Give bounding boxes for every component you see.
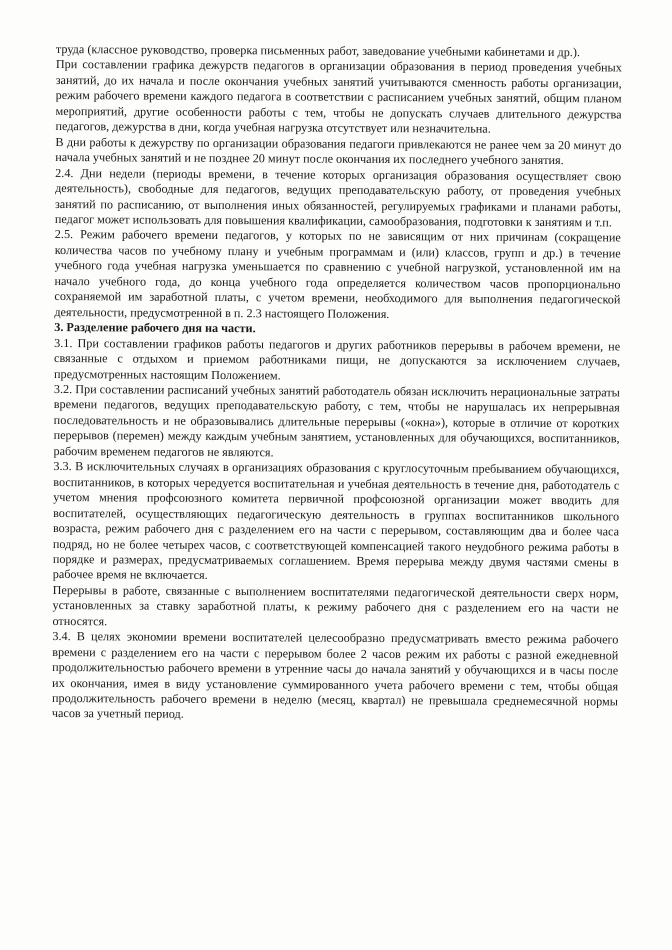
paragraph-duty-time: В дни работы к дежурству по организации образования педагоги привлекаются не ранее чем за 20 минут до начала учебных занятий и не позднее 20 минут после окончания их последнего учебного занятия. xyxy=(55,134,622,168)
paragraph-breaks: Перерывы в работе, связанные с выполнением воспитателями педагогической деятельности сверх норм, установленных за ставку заработной платы, к режиму рабочего дня с разделением его на части не относятся. xyxy=(52,582,619,629)
paragraph-3-4: 3.4. В целях экономии времени воспитателей целесообразно предусматривать вместо режима рабочего времени с разделением его на части с перерывом более 2 часов режим их работы с разной ежедневной продолжительностью рабочего времени в утренние часы до начала занятий у обучающихся и в часы после их окончания, имея в виду установление суммированного учета рабочего времени с тем, чтобы общая продолжительность рабочего времени в неделю (месяц, квартал) не превышала среднемесячной нормы часов за учетный период. xyxy=(51,629,619,722)
paragraph-3-1: 3.1. При составлении графиков работы педагогов и других работников перерывы в рабочем времени, не связанные с отдыхом и приемом работниками пищи, не допускаются за исключением случаев, предусмотренных настоящим Положением. xyxy=(53,335,621,382)
paragraph-continuation: труда (классное руководство, проверка письменных работ, заведование учебными кабинетами и др.). xyxy=(55,42,581,60)
document-text xyxy=(52,42,622,725)
paragraph-duty-schedule: При составлении графика дежурств педагогов в организации образования в период проведения учебных занятий, до их начала и после окончания учебных занятий учитываются сменность работы организации, режим рабочего времени каждого педагога в соответствии с расписанием учебных занятий, общим планом мероприятий, другие особенности работы с тем, чтобы не допускать случаев длительного дежурства педагогов, дежурства в дни, когда учебная нагрузка отсутствует или незначительна. xyxy=(55,57,622,136)
section-heading-3: 3. Разделение рабочего дня на части. xyxy=(54,320,256,336)
paragraph-2-5: 2.5. Режим рабочего времени педагогов, у которых по не зависящим от них причинам (сокращение количества часов по учебному плану и учебным программам и (или) классов, групп и др.) в течение учебного года учебная нагрузка уменьшается по сравнению с учебной нагрузкой, установленной им на начало учебного года, до конца учебного года определяется количеством часов пропорционально сохраняемой им заработной платы, с учетом времени, необходимого для выполнения педагогической деятельности, предусмотренной в п. 2.3 настоящего Положения. xyxy=(54,227,621,321)
paragraph-3-2: 3.2. При составлении расписаний учебных занятий работодатель обязан исключить нерациональные затраты времени педагогов, ведущих преподавательскую работу, с тем, чтобы не нарушалась их непрерывная последовательность и не образовывались длительные перерывы («окна»), которые в отличие от коротких перерывов (перемен) между каждым учебным занятием, установленных для обучающихся, воспитанников, рабочим временем педагогов не являются. xyxy=(53,381,620,460)
paragraph-3-3: 3.3. В исключительных случаях в организациях образования с круглосуточным пребыванием обучающихся, воспитанников, в которых чередуется воспитательная и учебная деятельность в течение дня, работодатель с учетом мнения профсоюзного комитета первичной профсоюзной организации может вводить для воспитателей, осуществляющих педагогическую деятельность в группах воспитанников школьного возраста, режим рабочего дня с разделением его на части с перерывом, составляющим два и более часа подряд, но не более четырех часов, с соответствующей компенсацией такого неудобного режима работы в порядке и размерах, предусматриваемых соглашением. Время перерыва между двумя частями смены в рабочее время не включается. xyxy=(52,459,620,583)
paragraph-2-4: 2.4. Дни недели (периоды времени, в течение которых организация образования осуществляет свою деятельность), свободные для педагогов, ведущих преподавательскую работу, от проведения учебных занятий по расписанию, от выполнения иных обязанностей, регулируемых графиками и планами работы, педагог может использовать для повышения квалификации, самообразования, подготовки к занятиям и т.п. xyxy=(54,165,622,230)
